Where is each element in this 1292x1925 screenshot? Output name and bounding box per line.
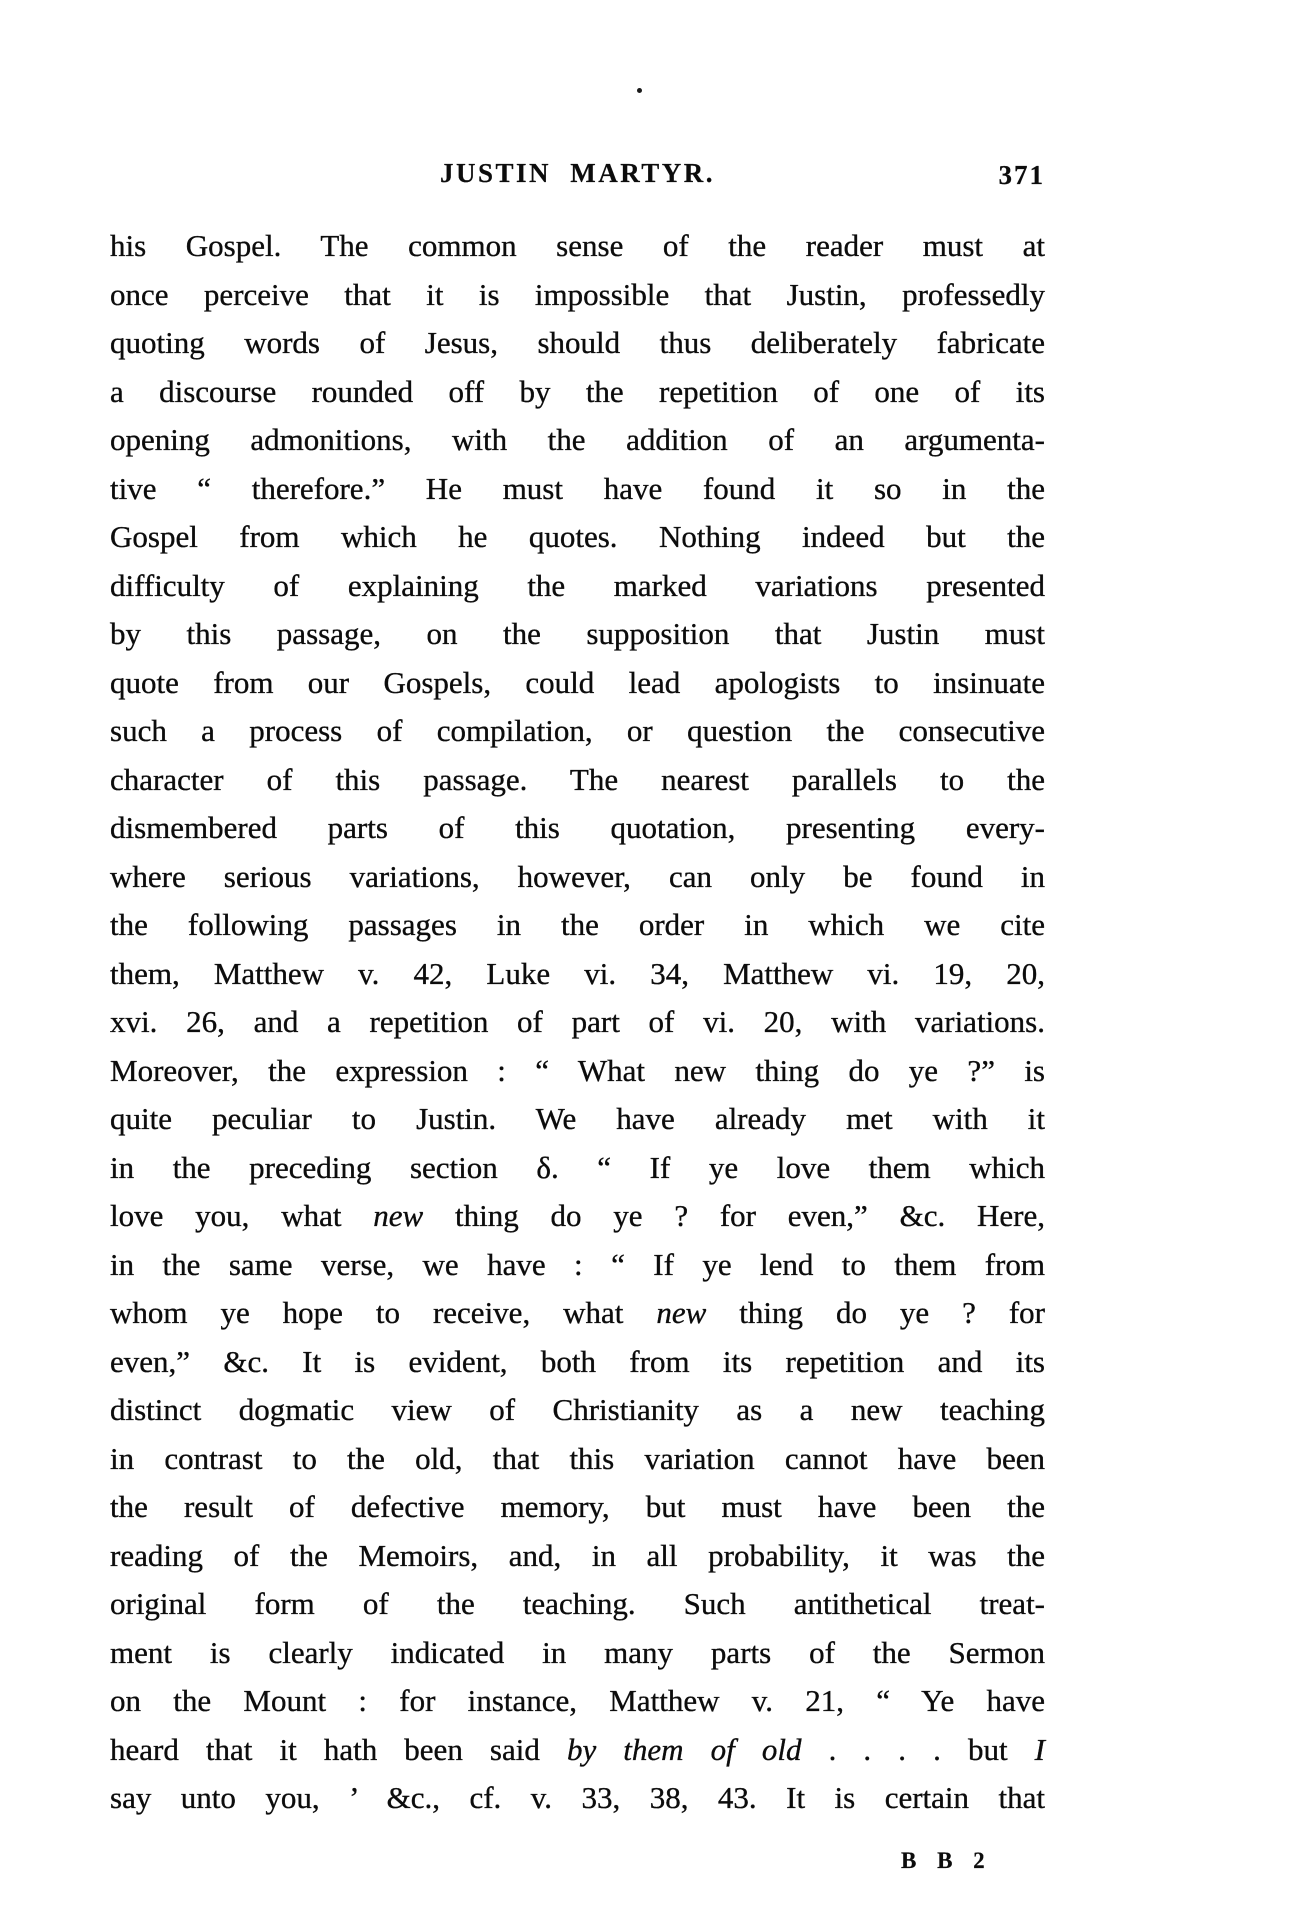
- signature-mark: B B 2: [901, 1848, 988, 1873]
- text-line: his Gospel. The common sense of the reader must at: [110, 228, 1045, 263]
- text-line: xvi. 26, and a repetition of part of vi. 20, with variations.: [110, 1004, 1045, 1039]
- text-line: whom ye hope to receive, what new thing do ye ? for: [110, 1295, 1045, 1330]
- body-text: [110, 222, 1045, 1823]
- text-line: the result of defective memory, but must have been the: [110, 1489, 1045, 1524]
- text-line: even,” &c. It is evident, both from its repetition and its: [110, 1343, 1045, 1379]
- text-line: quote from our Gospels, could lead apologists to insinuate: [110, 664, 1045, 700]
- text-line: opening admonitions, with the addition of an argumenta-: [110, 422, 1045, 457]
- text-line: in the preceding section δ. “ If ye love them which: [110, 1149, 1045, 1185]
- text-line: love you, what new thing do ye ? for even,” &c. Here,: [110, 1198, 1045, 1233]
- text-line: such a process of compilation, or question the consecutive: [110, 713, 1045, 748]
- text-line: Gospel from which he quotes. Nothing indeed but the: [110, 519, 1045, 554]
- text-line: quoting words of Jesus, should thus deliberately fabricate: [110, 325, 1045, 360]
- text-line: say unto you, ’ &c., cf. v. 33, 38, 43. It is certain that: [110, 1780, 1045, 1815]
- text-line: ment is clearly indicated in many parts of the Sermon: [110, 1634, 1045, 1670]
- running-header-title: JUSTIN MARTYR.: [439, 158, 716, 188]
- text-line: heard that it hath been said by them of old . . . . but I: [110, 1731, 1045, 1767]
- page-number: 371: [998, 160, 1045, 190]
- text-line: original form of the teaching. Such antithetical treat-: [110, 1586, 1045, 1621]
- page-header: [110, 158, 1045, 194]
- text-line: once perceive that it is impossible that Justin, professedly: [110, 276, 1045, 312]
- text-line: difficulty of explaining the marked variations presented: [110, 567, 1045, 603]
- text-line: by this passage, on the supposition that Justin must: [110, 616, 1045, 651]
- text-line: where serious variations, however, can only be found in: [110, 858, 1045, 894]
- text-line: character of this passage. The nearest parallels to the: [110, 761, 1045, 797]
- text-line: a discourse rounded off by the repetition of one of its: [110, 373, 1045, 409]
- text-line: reading of the Memoirs, and, in all probability, it was the: [110, 1537, 1045, 1573]
- ink-speck: [637, 88, 642, 93]
- text-line: quite peculiar to Justin. We have already met with it: [110, 1101, 1045, 1136]
- text-line: them, Matthew v. 42, Luke vi. 34, Matthew vi. 19, 20,: [110, 955, 1045, 991]
- text-line: in the same verse, we have : “ If ye lend to them from: [110, 1246, 1045, 1282]
- text-line: in contrast to the old, that this variation cannot have been: [110, 1440, 1045, 1476]
- text-line: tive “ therefore.” He must have found it so in the: [110, 470, 1045, 506]
- text-line: distinct dogmatic view of Christianity as a new teaching: [110, 1392, 1045, 1427]
- text-line: dismembered parts of this quotation, presenting every-: [110, 810, 1045, 845]
- text-line: Moreover, the expression : “ What new thing do ye ?” is: [110, 1052, 1045, 1088]
- text-line: the following passages in the order in which we cite: [110, 907, 1045, 942]
- text-line: on the Mount : for instance, Matthew v. 21, “ Ye have: [110, 1683, 1045, 1718]
